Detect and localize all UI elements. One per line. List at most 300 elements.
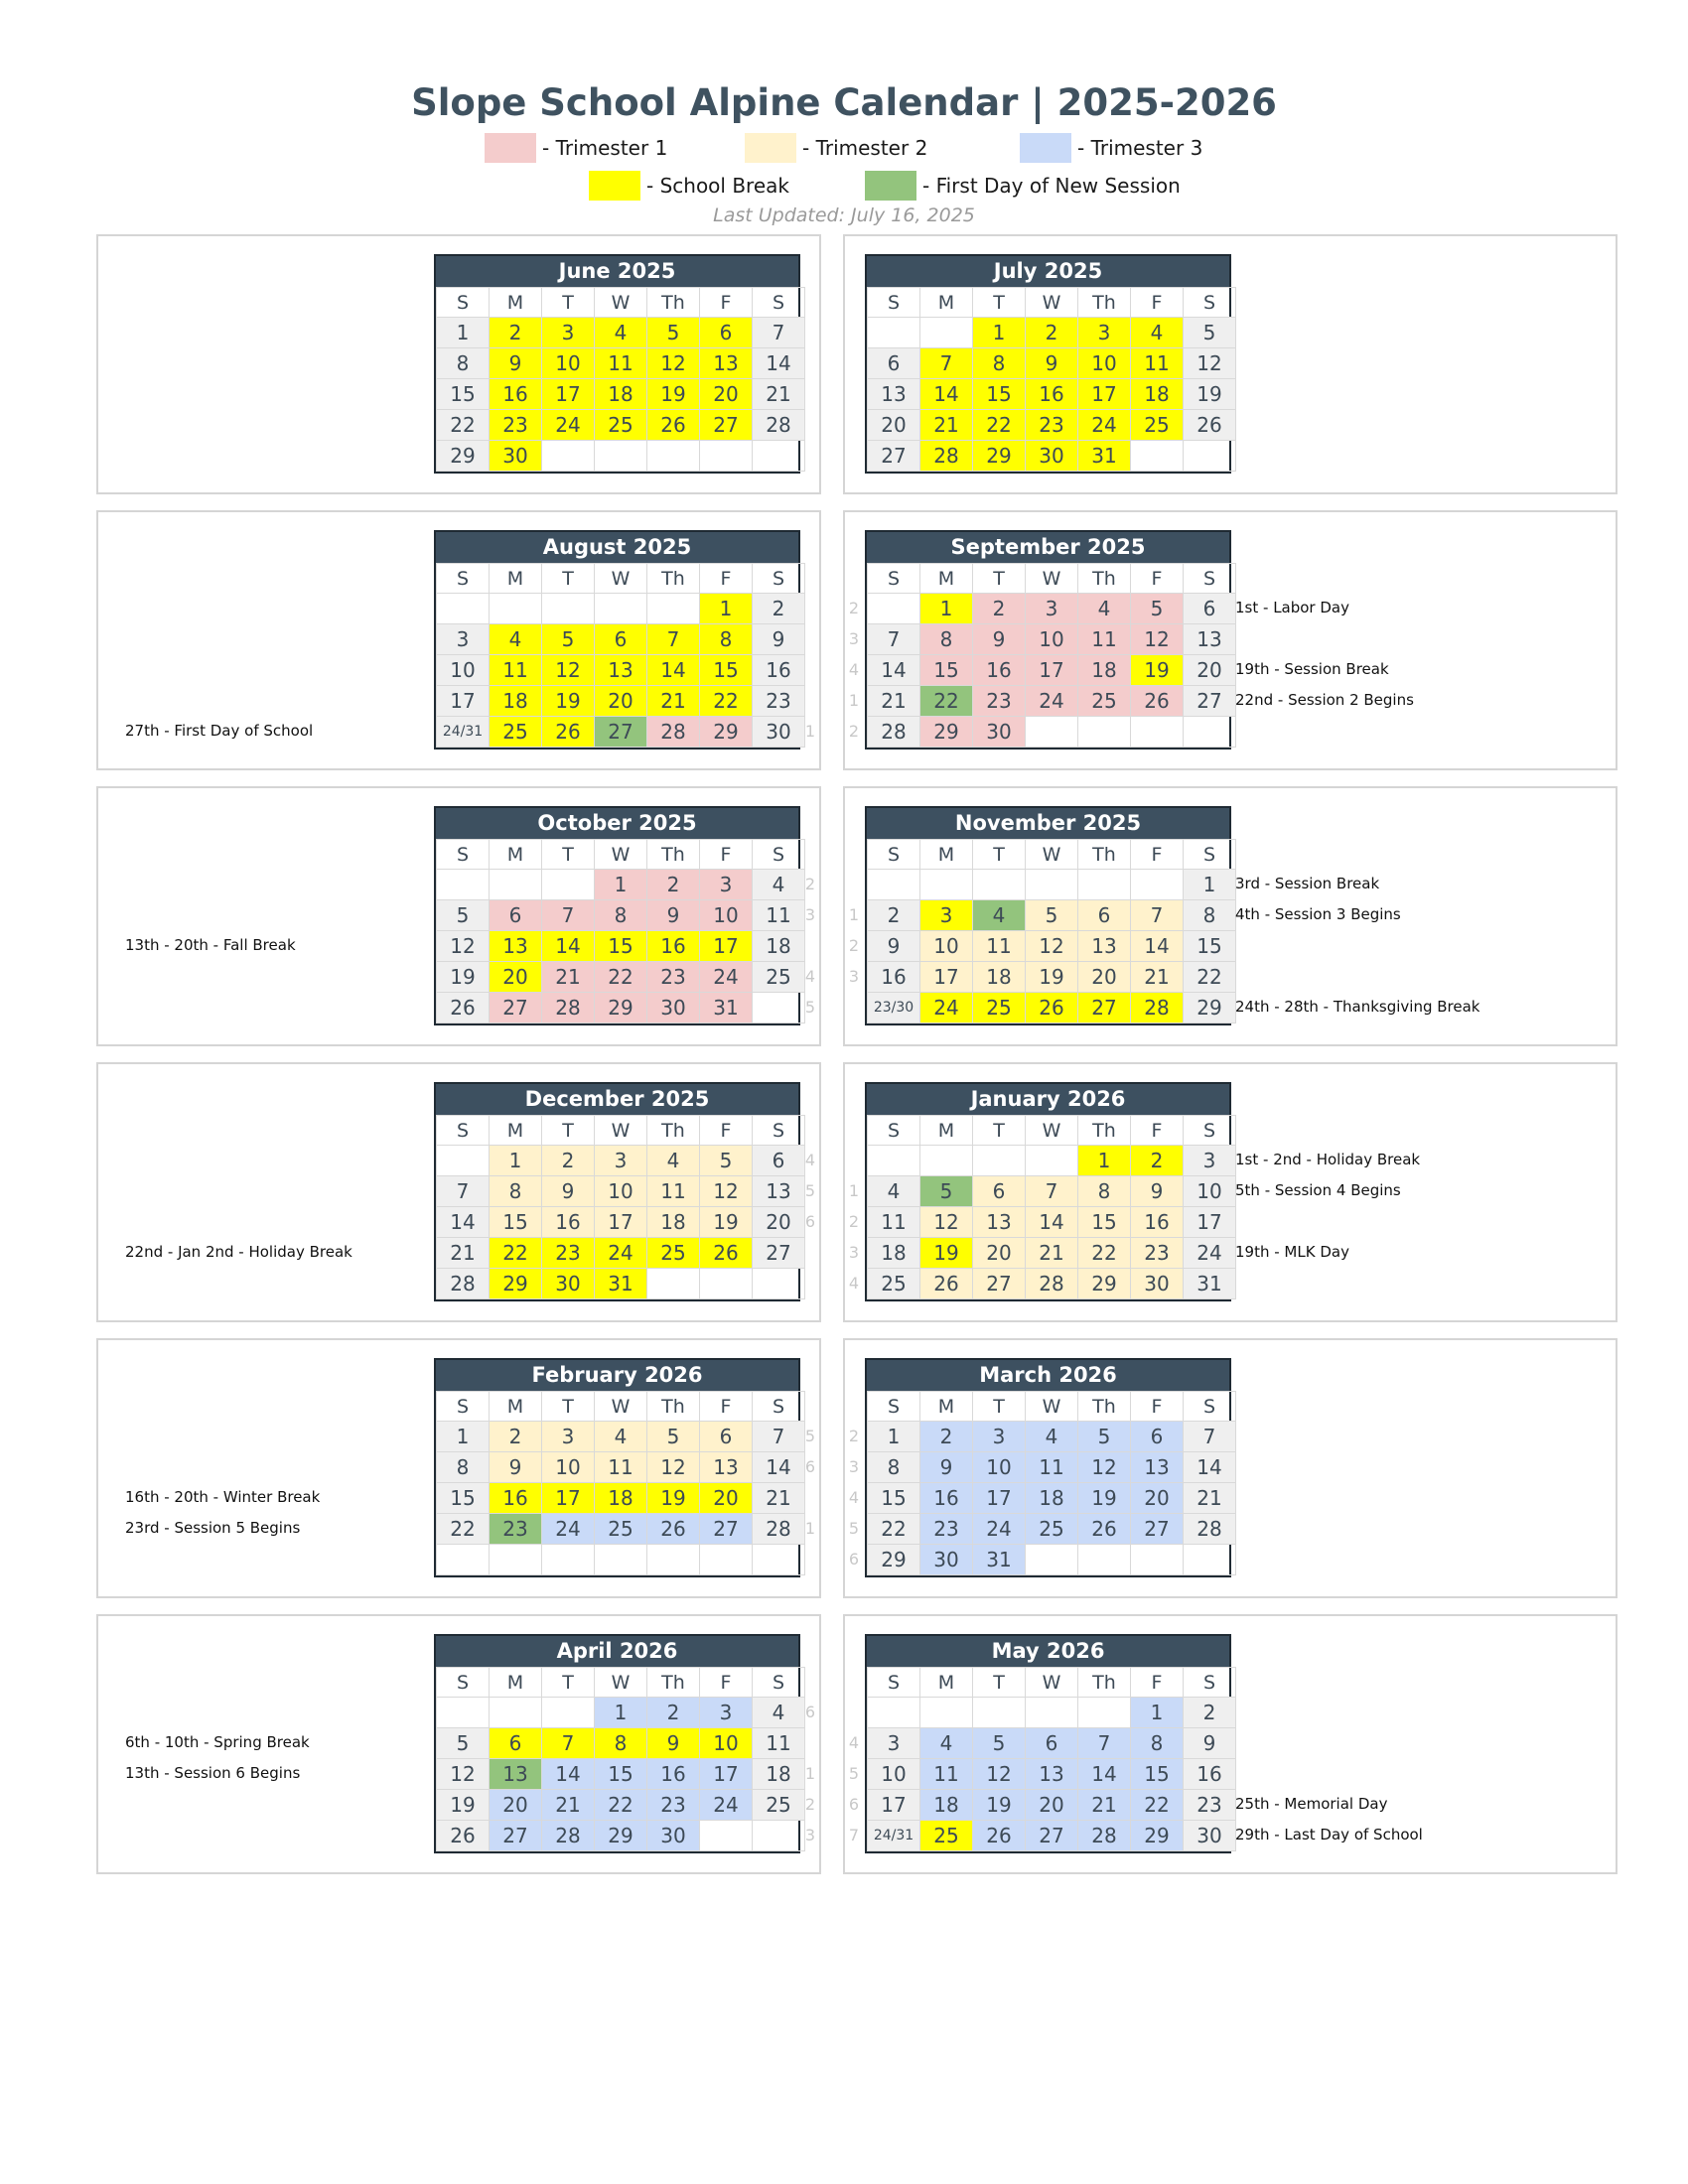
day-cell: 22 bbox=[1184, 962, 1236, 993]
month-calendar bbox=[865, 806, 1231, 1025]
day-cell: 2 bbox=[542, 1146, 595, 1176]
day-cell: 27 bbox=[595, 717, 647, 748]
day-cell: 25 bbox=[868, 1269, 920, 1299]
weekday-header: W bbox=[1026, 840, 1078, 870]
day-cell: 30 bbox=[973, 717, 1026, 748]
day-cell: 28 bbox=[1184, 1514, 1236, 1545]
day-cell: 23 bbox=[1131, 1238, 1184, 1269]
day-cell: 26 bbox=[1131, 686, 1184, 717]
day-cell: 10 bbox=[973, 1452, 1026, 1483]
day-cell: 16 bbox=[490, 1483, 542, 1514]
week-number: 3 bbox=[848, 967, 860, 986]
day-cell: 26 bbox=[542, 717, 595, 748]
week-row bbox=[868, 1759, 1236, 1790]
day-cell: 31 bbox=[1184, 1269, 1236, 1299]
day-cell bbox=[868, 318, 920, 348]
day-cell: 18 bbox=[595, 379, 647, 410]
day-cell bbox=[920, 1698, 973, 1728]
day-cell bbox=[490, 1698, 542, 1728]
day-cell: 7 bbox=[1184, 1422, 1236, 1452]
day-cell: 29 bbox=[973, 441, 1026, 472]
day-cell: 2 bbox=[1184, 1698, 1236, 1728]
weekday-header: S bbox=[753, 840, 805, 870]
month-calendar bbox=[865, 1358, 1231, 1577]
week-row bbox=[868, 1176, 1236, 1207]
legend-trimester-1 bbox=[485, 133, 667, 163]
day-cell: 25 bbox=[973, 993, 1026, 1024]
month-calendar bbox=[865, 254, 1231, 474]
day-cell: 28 bbox=[1026, 1269, 1078, 1299]
week-row bbox=[437, 1452, 805, 1483]
week-number: 3 bbox=[804, 905, 816, 924]
day-cell: 5 bbox=[542, 624, 595, 655]
day-cell: 18 bbox=[973, 962, 1026, 993]
day-cell: 15 bbox=[920, 655, 973, 686]
day-cell: 14 bbox=[753, 348, 805, 379]
day-cell: 13 bbox=[490, 1759, 542, 1790]
day-cell bbox=[647, 441, 700, 472]
day-cell: 10 bbox=[542, 348, 595, 379]
day-cell: 25 bbox=[595, 1514, 647, 1545]
day-cell: 24 bbox=[920, 993, 973, 1024]
week-row bbox=[868, 1790, 1236, 1821]
weekday-header: Th bbox=[647, 288, 700, 318]
day-cell bbox=[868, 1146, 920, 1176]
day-cell bbox=[437, 1698, 490, 1728]
day-cell: 17 bbox=[1026, 655, 1078, 686]
week-number: 3 bbox=[804, 1826, 816, 1844]
day-cell: 12 bbox=[1026, 931, 1078, 962]
weekday-header: Th bbox=[647, 1668, 700, 1698]
week-row bbox=[437, 993, 805, 1024]
day-cell: 12 bbox=[437, 931, 490, 962]
week-row bbox=[437, 1238, 805, 1269]
day-cell: 21 bbox=[1078, 1790, 1131, 1821]
week-number: 2 bbox=[848, 722, 860, 741]
weekday-header: T bbox=[542, 1116, 595, 1146]
day-cell: 9 bbox=[1026, 348, 1078, 379]
day-cell: 20 bbox=[595, 686, 647, 717]
day-cell: 3 bbox=[595, 1146, 647, 1176]
day-cell: 10 bbox=[595, 1176, 647, 1207]
day-cell: 11 bbox=[1131, 348, 1184, 379]
day-cell: 13 bbox=[753, 1176, 805, 1207]
week-number: 6 bbox=[848, 1795, 860, 1814]
day-cell: 8 bbox=[868, 1452, 920, 1483]
day-cell: 6 bbox=[700, 1422, 753, 1452]
weekday-header: T bbox=[973, 1392, 1026, 1422]
day-cell: 21 bbox=[1184, 1483, 1236, 1514]
legend-school-break bbox=[589, 171, 789, 201]
weekday-header: W bbox=[595, 564, 647, 594]
day-cell: 28 bbox=[920, 441, 973, 472]
day-cell: 4 bbox=[490, 624, 542, 655]
month-title: April 2026 bbox=[436, 1636, 798, 1667]
day-cell: 14 bbox=[1131, 931, 1184, 962]
week-row bbox=[868, 1452, 1236, 1483]
day-cell: 11 bbox=[868, 1207, 920, 1238]
day-cell: 24 bbox=[1026, 686, 1078, 717]
day-cell: 15 bbox=[595, 1759, 647, 1790]
day-cell: 12 bbox=[700, 1176, 753, 1207]
day-cell: 15 bbox=[437, 1483, 490, 1514]
day-cell: 29 bbox=[1078, 1269, 1131, 1299]
week-row bbox=[868, 379, 1236, 410]
weekday-header: F bbox=[700, 564, 753, 594]
day-cell: 10 bbox=[437, 655, 490, 686]
day-cell bbox=[1131, 870, 1184, 900]
week-row bbox=[437, 1207, 805, 1238]
week-row bbox=[868, 1238, 1236, 1269]
day-cell: 13 bbox=[868, 379, 920, 410]
week-row bbox=[868, 1728, 1236, 1759]
day-cell: 8 bbox=[700, 624, 753, 655]
day-cell bbox=[868, 1698, 920, 1728]
event-note: 25th - Memorial Day bbox=[1235, 1795, 1388, 1813]
day-cell: 23 bbox=[647, 962, 700, 993]
day-cell: 5 bbox=[647, 1422, 700, 1452]
day-cell bbox=[753, 993, 805, 1024]
day-cell: 19 bbox=[1184, 379, 1236, 410]
day-cell: 9 bbox=[542, 1176, 595, 1207]
day-cell: 10 bbox=[1078, 348, 1131, 379]
day-cell: 17 bbox=[700, 931, 753, 962]
week-number: 3 bbox=[848, 1457, 860, 1476]
day-cell: 24 bbox=[1078, 410, 1131, 441]
day-cell: 31 bbox=[700, 993, 753, 1024]
month-title: March 2026 bbox=[867, 1360, 1229, 1391]
day-cell: 16 bbox=[753, 655, 805, 686]
weekday-header: F bbox=[700, 840, 753, 870]
week-number: 6 bbox=[804, 1457, 816, 1476]
day-cell: 6 bbox=[700, 318, 753, 348]
day-cell: 21 bbox=[868, 686, 920, 717]
weekday-header: S bbox=[868, 1668, 920, 1698]
week-row bbox=[868, 1483, 1236, 1514]
day-cell: 8 bbox=[437, 348, 490, 379]
week-row bbox=[868, 1545, 1236, 1575]
legend-swatch bbox=[745, 133, 796, 163]
day-cell: 30 bbox=[647, 993, 700, 1024]
day-cell: 7 bbox=[920, 348, 973, 379]
day-cell: 7 bbox=[753, 318, 805, 348]
day-cell: 19 bbox=[1131, 655, 1184, 686]
weekday-header: S bbox=[437, 1116, 490, 1146]
day-cell: 20 bbox=[753, 1207, 805, 1238]
day-cell bbox=[1078, 870, 1131, 900]
day-cell: 28 bbox=[437, 1269, 490, 1299]
day-cell: 29 bbox=[1184, 993, 1236, 1024]
weekday-header: S bbox=[1184, 288, 1236, 318]
day-cell: 9 bbox=[868, 931, 920, 962]
day-cell: 5 bbox=[1078, 1422, 1131, 1452]
day-cell: 18 bbox=[490, 686, 542, 717]
day-cell: 29 bbox=[1131, 1821, 1184, 1851]
day-cell: 21 bbox=[437, 1238, 490, 1269]
day-cell: 14 bbox=[1026, 1207, 1078, 1238]
day-cell: 26 bbox=[1026, 993, 1078, 1024]
day-cell: 18 bbox=[753, 931, 805, 962]
weekday-header: Th bbox=[1078, 564, 1131, 594]
day-cell: 27 bbox=[1078, 993, 1131, 1024]
weekday-header: Th bbox=[1078, 1668, 1131, 1698]
day-cell: 22 bbox=[595, 1790, 647, 1821]
month-calendar bbox=[865, 1634, 1231, 1853]
day-cell: 5 bbox=[973, 1728, 1026, 1759]
day-cell: 24 bbox=[700, 962, 753, 993]
week-row bbox=[868, 318, 1236, 348]
weekday-header: W bbox=[1026, 1116, 1078, 1146]
week-row bbox=[437, 379, 805, 410]
day-cell: 7 bbox=[1131, 900, 1184, 931]
day-cell bbox=[647, 594, 700, 624]
legend-label: - Trimester 1 bbox=[542, 136, 668, 160]
day-cell: 16 bbox=[868, 962, 920, 993]
day-cell bbox=[753, 441, 805, 472]
day-cell: 3 bbox=[700, 870, 753, 900]
day-cell: 8 bbox=[595, 900, 647, 931]
day-cell: 2 bbox=[647, 870, 700, 900]
day-cell: 27 bbox=[1131, 1514, 1184, 1545]
day-cell: 9 bbox=[920, 1452, 973, 1483]
day-cell: 14 bbox=[868, 655, 920, 686]
day-cell: 26 bbox=[647, 1514, 700, 1545]
day-cell: 2 bbox=[490, 318, 542, 348]
event-note: 16th - 20th - Winter Break bbox=[125, 1488, 321, 1506]
week-row bbox=[868, 1821, 1236, 1851]
weekday-header: S bbox=[753, 1668, 805, 1698]
day-cell: 29 bbox=[595, 993, 647, 1024]
week-row bbox=[868, 348, 1236, 379]
day-cell: 19 bbox=[1078, 1483, 1131, 1514]
event-note: 22nd - Session 2 Begins bbox=[1235, 691, 1414, 709]
weekday-header: Th bbox=[647, 840, 700, 870]
day-cell: 7 bbox=[1026, 1176, 1078, 1207]
event-note: 5th - Session 4 Begins bbox=[1235, 1181, 1401, 1199]
week-row bbox=[437, 1269, 805, 1299]
day-cell: 22 bbox=[920, 686, 973, 717]
day-cell: 20 bbox=[973, 1238, 1026, 1269]
day-cell: 7 bbox=[647, 624, 700, 655]
day-cell: 3 bbox=[542, 1422, 595, 1452]
day-cell: 6 bbox=[1131, 1422, 1184, 1452]
week-number: 5 bbox=[804, 998, 816, 1017]
week-number: 4 bbox=[848, 660, 860, 679]
day-cell: 25 bbox=[1131, 410, 1184, 441]
day-cell: 12 bbox=[920, 1207, 973, 1238]
day-cell: 28 bbox=[542, 993, 595, 1024]
day-cell: 16 bbox=[1184, 1759, 1236, 1790]
day-cell: 24 bbox=[542, 410, 595, 441]
weekday-header: S bbox=[753, 1392, 805, 1422]
day-cell bbox=[647, 1545, 700, 1575]
day-cell: 3 bbox=[973, 1422, 1026, 1452]
month-title: June 2025 bbox=[436, 256, 798, 287]
legend-label: - Trimester 3 bbox=[1077, 136, 1203, 160]
day-cell: 29 bbox=[437, 441, 490, 472]
day-cell: 18 bbox=[868, 1238, 920, 1269]
day-cell bbox=[1184, 441, 1236, 472]
day-cell: 12 bbox=[647, 348, 700, 379]
week-number: 1 bbox=[804, 1519, 816, 1538]
day-cell bbox=[542, 1545, 595, 1575]
week-number: 1 bbox=[848, 905, 860, 924]
day-cell: 19 bbox=[647, 1483, 700, 1514]
day-cell: 10 bbox=[542, 1452, 595, 1483]
weekday-header: M bbox=[490, 1392, 542, 1422]
month-title: May 2026 bbox=[867, 1636, 1229, 1667]
month-title: September 2025 bbox=[867, 532, 1229, 563]
day-cell bbox=[753, 1545, 805, 1575]
day-cell: 6 bbox=[490, 900, 542, 931]
week-row bbox=[437, 1146, 805, 1176]
event-note: 24th - 28th - Thanksgiving Break bbox=[1235, 998, 1480, 1016]
day-cell: 8 bbox=[1184, 900, 1236, 931]
weekday-header: S bbox=[868, 1116, 920, 1146]
legend-swatch bbox=[589, 171, 640, 201]
week-row bbox=[437, 1759, 805, 1790]
day-cell: 15 bbox=[1078, 1207, 1131, 1238]
week-row bbox=[437, 1422, 805, 1452]
week-number: 4 bbox=[848, 1733, 860, 1752]
day-cell: 29 bbox=[490, 1269, 542, 1299]
day-cell: 17 bbox=[973, 1483, 1026, 1514]
week-number: 4 bbox=[804, 967, 816, 986]
day-cell: 5 bbox=[1026, 900, 1078, 931]
day-cell: 26 bbox=[920, 1269, 973, 1299]
day-cell: 30 bbox=[1131, 1269, 1184, 1299]
day-cell bbox=[1078, 1545, 1131, 1575]
day-cell: 25 bbox=[753, 1790, 805, 1821]
day-cell: 11 bbox=[1078, 624, 1131, 655]
day-cell: 9 bbox=[1184, 1728, 1236, 1759]
day-cell bbox=[647, 1269, 700, 1299]
day-cell: 28 bbox=[753, 410, 805, 441]
day-cell: 30 bbox=[490, 441, 542, 472]
day-cell: 4 bbox=[753, 1698, 805, 1728]
day-cell: 9 bbox=[753, 624, 805, 655]
week-row bbox=[868, 993, 1236, 1024]
day-cell: 25 bbox=[1026, 1514, 1078, 1545]
day-cell: 3 bbox=[1184, 1146, 1236, 1176]
day-cell bbox=[542, 1698, 595, 1728]
month-calendar bbox=[865, 530, 1231, 750]
day-cell: 20 bbox=[700, 1483, 753, 1514]
day-cell: 17 bbox=[1078, 379, 1131, 410]
day-cell: 23 bbox=[920, 1514, 973, 1545]
day-cell: 13 bbox=[595, 655, 647, 686]
day-cell: 12 bbox=[542, 655, 595, 686]
weekday-header: W bbox=[595, 1392, 647, 1422]
day-cell: 23 bbox=[490, 1514, 542, 1545]
day-cell: 6 bbox=[1184, 594, 1236, 624]
month-title: February 2026 bbox=[436, 1360, 798, 1391]
month-calendar bbox=[434, 1082, 800, 1301]
day-cell: 26 bbox=[647, 410, 700, 441]
week-row bbox=[437, 1698, 805, 1728]
day-cell: 8 bbox=[490, 1176, 542, 1207]
day-cell: 17 bbox=[542, 379, 595, 410]
day-cell: 21 bbox=[920, 410, 973, 441]
day-cell: 27 bbox=[700, 410, 753, 441]
day-cell: 8 bbox=[920, 624, 973, 655]
day-cell bbox=[1026, 1698, 1078, 1728]
day-cell: 10 bbox=[700, 900, 753, 931]
legend-label: - First Day of New Session bbox=[922, 174, 1181, 198]
day-cell bbox=[973, 870, 1026, 900]
week-row bbox=[868, 1422, 1236, 1452]
weekday-header: T bbox=[542, 1392, 595, 1422]
day-cell: 22 bbox=[595, 962, 647, 993]
day-cell: 14 bbox=[753, 1452, 805, 1483]
month-calendar bbox=[434, 1634, 800, 1853]
week-row bbox=[868, 594, 1236, 624]
weekday-header: T bbox=[542, 288, 595, 318]
week-row bbox=[437, 717, 805, 748]
weekday-header: S bbox=[868, 288, 920, 318]
day-cell: 2 bbox=[490, 1422, 542, 1452]
day-cell: 14 bbox=[1184, 1452, 1236, 1483]
legend-swatch bbox=[865, 171, 916, 201]
day-cell: 16 bbox=[647, 931, 700, 962]
weekday-header: T bbox=[542, 564, 595, 594]
week-number: 5 bbox=[804, 1427, 816, 1445]
weekday-header: T bbox=[542, 1668, 595, 1698]
weekday-header: Th bbox=[1078, 1116, 1131, 1146]
day-cell: 7 bbox=[542, 1728, 595, 1759]
day-cell: 4 bbox=[868, 1176, 920, 1207]
day-cell: 31 bbox=[1078, 441, 1131, 472]
day-cell: 27 bbox=[1184, 686, 1236, 717]
legend-swatch bbox=[485, 133, 536, 163]
day-cell: 21 bbox=[753, 1483, 805, 1514]
day-cell: 23 bbox=[647, 1790, 700, 1821]
last-updated: Last Updated: July 16, 2025 bbox=[713, 205, 975, 226]
week-row bbox=[868, 1698, 1236, 1728]
day-cell: 14 bbox=[542, 1759, 595, 1790]
day-cell: 14 bbox=[437, 1207, 490, 1238]
day-cell: 1 bbox=[973, 318, 1026, 348]
weekday-header: M bbox=[920, 1392, 973, 1422]
day-cell: 24 bbox=[700, 1790, 753, 1821]
day-cell bbox=[437, 594, 490, 624]
week-row bbox=[868, 717, 1236, 748]
week-row bbox=[868, 441, 1236, 472]
day-cell bbox=[868, 594, 920, 624]
legend-label: - Trimester 2 bbox=[802, 136, 928, 160]
day-cell bbox=[1131, 717, 1184, 748]
week-row bbox=[868, 410, 1236, 441]
day-cell: 14 bbox=[1078, 1759, 1131, 1790]
day-cell: 17 bbox=[1184, 1207, 1236, 1238]
day-cell: 21 bbox=[647, 686, 700, 717]
weekday-header: S bbox=[753, 288, 805, 318]
weekday-header: S bbox=[1184, 564, 1236, 594]
day-cell: 3 bbox=[920, 900, 973, 931]
day-cell: 30 bbox=[753, 717, 805, 748]
day-cell: 5 bbox=[1184, 318, 1236, 348]
week-number: 2 bbox=[848, 1427, 860, 1445]
event-note: 1st - Labor Day bbox=[1235, 599, 1349, 616]
day-cell: 20 bbox=[490, 962, 542, 993]
week-number: 3 bbox=[848, 1243, 860, 1262]
day-cell: 12 bbox=[437, 1759, 490, 1790]
day-cell: 16 bbox=[1131, 1207, 1184, 1238]
month-title: August 2025 bbox=[436, 532, 798, 563]
day-cell: 18 bbox=[1131, 379, 1184, 410]
day-cell: 4 bbox=[595, 1422, 647, 1452]
week-row bbox=[437, 1728, 805, 1759]
